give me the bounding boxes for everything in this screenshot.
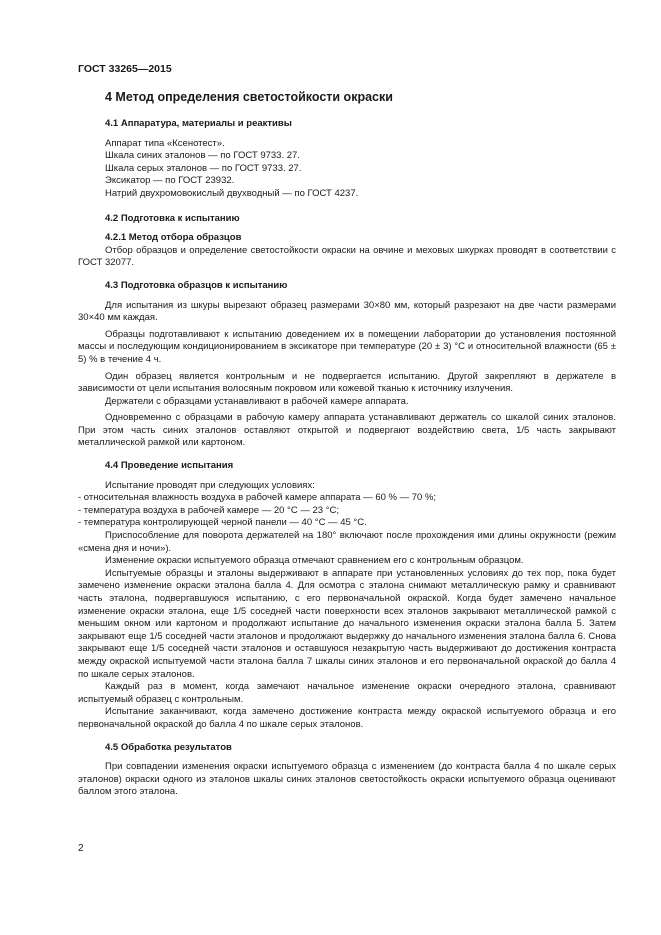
heading-4-1: 4.1 Аппаратура, материалы и реактивы [105,118,292,129]
equipment-item: Натрий двухромовокислый двухводный — по ГОСТ 4237. [105,187,359,199]
equipment-item: Шкала синих эталонов — по ГОСТ 9733. 27. [105,150,300,162]
paragraph: Образцы подготавливают к испытанию доведением их в помещении лаборатории до установления постоянной массы и последующим кондиционированием в эксикаторе при температуре (20 ± 3) °С и относительной влажности (65 ± 5) % в течение 4 ч. [78,328,616,365]
paragraph: Приспособление для поворота держателей на 180° включают после прохождения ими длины окружности (режим «смена дня и ночи»). [78,530,616,554]
paragraph: Изменение окраски испытуемого образца отмечают сравнением его с контрольным образцом. [105,555,524,567]
paragraph: Каждый раз в момент, когда замечают начальное изменение окраски очередного эталона, сравнивают испытуемый образец с контрольным. [78,681,616,705]
condition-item: - температура воздуха в рабочей камере — 20 °С — 23 °С; [78,504,339,516]
condition-item: - температура контролирующей черной панели — 40 °С — 45 °С. [78,517,367,529]
heading-4-2-1: 4.2.1 Метод отбора образцов [105,232,242,244]
paragraph: Испытание проводят при следующих условиях: [105,479,315,491]
page-number: 2 [78,843,84,854]
paragraph: Для испытания из шкуры вырезают образец размерами 30×80 мм, который разрезают на две части размерами 30×40 мм каждая. [78,299,616,324]
section-title: 4 Метод определения светостойкости окраски [105,90,393,104]
paragraph: При совпадении изменения окраски испытуемого образца с изменением (до контраста балла 4 по шкале серых эталонов) окраски одного из эталонов шкалы синих эталонов светостойкость окраски испытуемого образца оценивают баллом этого эталона. [78,761,616,798]
document-body [78,90,616,799]
equipment-item: Шкала серых эталонов — по ГОСТ 9733. 27. [105,162,302,174]
document-header: ГОСТ 33265—2015 [78,63,172,75]
equipment-item: Аппарат типа «Ксенотест». [105,137,225,149]
heading-4-2: 4.2 Подготовка к испытанию [105,212,240,224]
heading-4-4: 4.4 Проведение испытания [105,460,234,472]
equipment-item: Эксикатор — по ГОСТ 23932. [105,175,235,187]
paragraph: Испытание заканчивают, когда замечено достижение контраста между окраской испытуемого образца и его первоначальной окраской до балла 4 по шкале серых эталонов. [78,706,616,730]
paragraph: Один образец является контрольным и не подвергается испытанию. Другой закрепляют в держателе в зависимости от цели испытания волосяным покровом или кожевой тканью к источнику излучения. [78,370,616,395]
paragraph: Одновременно с образцами в рабочую камеру аппарата устанавливают держатель со шкалой синих эталонов. При этом часть синих эталонов оставляют открытой и подвергают воздействию света, 1/5 часть закрывают металлической рамкой или картоном. [78,412,616,449]
condition-item: - относительная влажность воздуха в рабочей камере аппарата — 60 % — 70 %; [78,492,437,504]
heading-4-5: 4.5 Обработка результатов [105,741,232,753]
conditions-list [78,492,616,530]
paragraph: Держатели с образцами устанавливают в рабочей камере аппарата. [105,395,409,407]
heading-4-3: 4.3 Подготовка образцов к испытанию [105,279,288,291]
equipment-list [105,138,616,201]
paragraph: Испытуемые образцы и эталоны выдерживают в аппарате при установленных условиях до тех пор, пока будет замечено изменение окраски эталона балла 4. Для осмотра с эталона снимают металлическую рамку и сравнивают часть эталона, подвергавшуюся испытанию, с его первоначальной окраской. Когда будет замечено начальное изменение окраски эталона, еще 1/5 соседней части поверхности всех эталонов закрывают металлической рамкой с меньшим окном или картоном и продолжают испытание до начального изменения окраски эталона балла 5. Затем закрывают еще 1/5 соседней части эталонов и продолжают выдержку до начального изменения эталона балла 6. Снова закрывают еще 1/5 соседней части эталонов и оставшуюся незакрытую часть выдерживают до достижения контраста между окраской испытуемой части эталона балла 7 шкалы синих эталонов и его первоначальной окраской до балла 4 по шкале серых эталонов. [78,567,616,680]
paragraph: Отбор образцов и определение светостойкости окраски на овчине и меховых шкурках проводят в соответствии с ГОСТ 32077. [78,244,616,269]
